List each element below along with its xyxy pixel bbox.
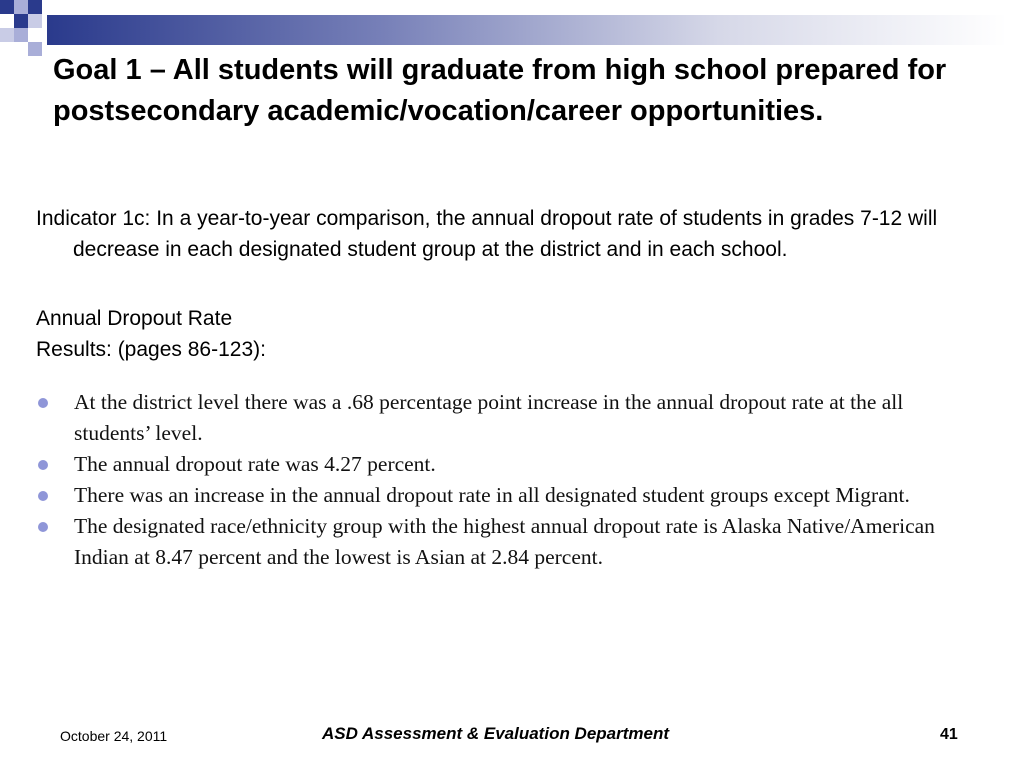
page-number: 41 bbox=[940, 726, 958, 743]
deco-square bbox=[14, 28, 28, 42]
bullet-text: At the district level there was a .68 percentage point increase in the annual dropout rate at the all students’ level. bbox=[74, 390, 904, 445]
slide-body bbox=[36, 203, 981, 573]
slide-title: Goal 1 – All students will graduate from high school prepared for postsecondary academic/vocation/career opportunities. bbox=[53, 54, 947, 127]
bullet-text: The annual dropout rate was 4.27 percent. bbox=[74, 452, 436, 476]
indicator-text: Indicator 1c: In a year-to-year comparison, the annual dropout rate of students in grades 7-12 will decrease in each designated student group at the district and in each school. bbox=[36, 207, 938, 261]
subheading-annual-dropout-rate: Annual Dropout Rate bbox=[36, 307, 233, 330]
title-gradient-bar bbox=[47, 15, 1007, 45]
footer-date: October 24, 2011 bbox=[60, 728, 168, 744]
bullet-dot-icon bbox=[38, 522, 48, 532]
list-item bbox=[36, 480, 981, 511]
bullet-dot-icon bbox=[38, 491, 48, 501]
deco-square bbox=[28, 14, 42, 28]
bullet-dot-icon bbox=[38, 398, 48, 408]
bullet-dot-icon bbox=[38, 460, 48, 470]
deco-square bbox=[0, 28, 14, 42]
subheading-results: Results: (pages 86-123): bbox=[36, 338, 266, 361]
list-item bbox=[36, 449, 981, 480]
footer-department: ASD Assessment & Evaluation Department bbox=[322, 724, 670, 743]
list-item bbox=[36, 387, 981, 449]
bullet-text: There was an increase in the annual dropout rate in all designated student groups except Migrant. bbox=[74, 483, 910, 507]
deco-square bbox=[28, 0, 42, 14]
deco-square bbox=[0, 0, 14, 14]
deco-square bbox=[14, 0, 28, 14]
bullet-text: The designated race/ethnicity group with the highest annual dropout rate is Alaska Native/American Indian at 8.47 percent and the lowest is Asian at 2.84 percent. bbox=[74, 514, 935, 569]
deco-square bbox=[28, 42, 42, 56]
list-item bbox=[36, 511, 981, 573]
results-bullet-list bbox=[36, 387, 981, 573]
deco-square bbox=[14, 14, 28, 28]
